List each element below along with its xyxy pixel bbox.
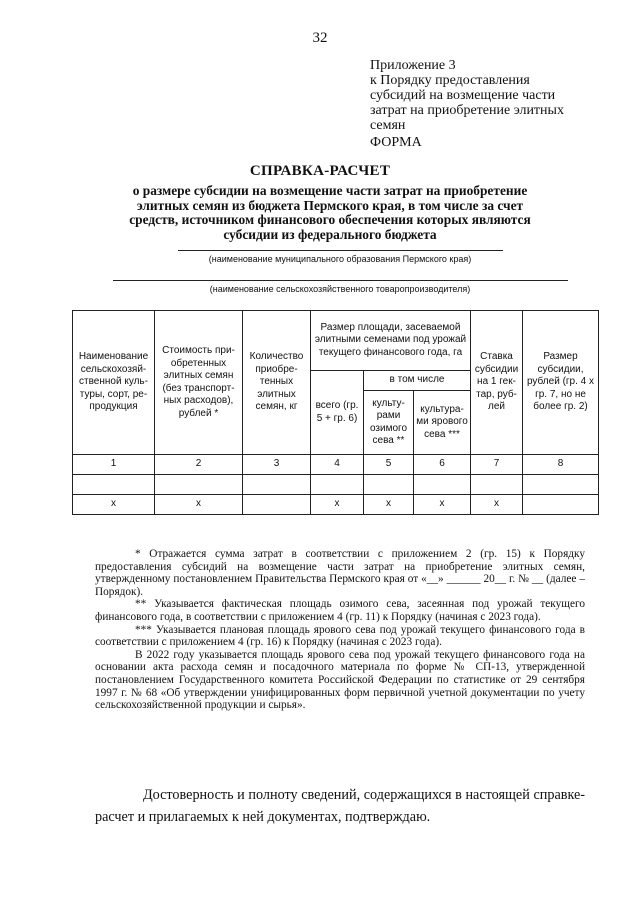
producer-caption: (наименование сельскохозяйственного товаропроизводителя) <box>209 284 471 294</box>
empty-cell <box>414 475 471 495</box>
producer-line <box>113 280 568 281</box>
x-cell: x <box>471 495 523 515</box>
footnotes <box>95 548 585 712</box>
header-subsidy: Размер субсидии, рублей (гр. 4 х гр. 7, но не более гр. 2) <box>523 311 599 455</box>
document-title: СПРАВКА-РАСЧЕТ <box>249 163 391 179</box>
x-cell: x <box>414 495 471 515</box>
header-area-total: всего (гр. 5 + гр. 6) <box>311 371 364 455</box>
header-rate: Ставка субсидии на 1 гек-тар, руб-лей <box>471 311 523 455</box>
x-cell: x <box>364 495 414 515</box>
column-number: 3 <box>243 455 311 475</box>
subtitle-line: средств, источником финансового обеспечения которых являются <box>129 212 531 227</box>
confirmation-text: Достоверность и полноту сведений, содержащихся в настоящей справке-расчет и прилагаемых к ней документах, подтверждаю. <box>95 787 585 825</box>
empty-cell <box>155 475 243 495</box>
column-number: 5 <box>364 455 414 475</box>
header-quantity: Количество приобре-тенных элитных семян, кг <box>243 311 311 455</box>
column-number: 6 <box>414 455 471 475</box>
column-number: 2 <box>155 455 243 475</box>
column-number: 1 <box>73 455 155 475</box>
header-spring-sowing: культура-ми ярового сева *** <box>414 391 471 455</box>
column-number: 4 <box>311 455 364 475</box>
column-number: 8 <box>523 455 599 475</box>
x-cell: x <box>311 495 364 515</box>
subtitle-line: элитных семян из бюджета Пермского края, в том числе за счет <box>136 197 524 213</box>
municipality-line <box>178 250 503 251</box>
footnote-spring: *** Указывается плановая площадь ярового сева под урожай текущего финансового года в соответствии с приложением 4 (гр. 16) к Порядку (начиная с 2023 года). <box>95 623 585 649</box>
x-cell <box>523 495 599 515</box>
appendix-line: Приложение 3 <box>370 58 456 73</box>
appendix-reference <box>370 58 610 133</box>
x-cell: x <box>73 495 155 515</box>
appendix-line: семян <box>370 118 406 133</box>
footnote-winter: ** Указывается фактическая площадь озимого сева, засеянная под урожай текущего финансового года, в соответствии с приложением 4 (гр. 11) к Порядку (начиная с 2023 года). <box>95 598 585 623</box>
subtitle-line: субсидии из федерального бюджета <box>223 226 437 242</box>
page-number: 32 <box>312 30 328 46</box>
form-label: ФОРМА <box>370 135 422 150</box>
footnote-cost: * Отражается сумма затрат в соответствии с приложением 2 (гр. 15) к Порядку предоставления субсидий на возмещение части затрат на приобретение элитных семян, утвержденному постановлением Правительства Пермского края от «__» ______ 20__ г. № __ (далее – Порядок). <box>95 548 585 598</box>
header-including: в том числе <box>364 371 471 391</box>
header-winter-sowing: культу-рами озимого сева ** <box>364 391 414 455</box>
appendix-line: к Порядку предоставления <box>370 73 530 88</box>
column-number: 7 <box>471 455 523 475</box>
appendix-line: затрат на приобретение элитных <box>370 103 564 118</box>
appendix-line: субсидий на возмещение части <box>370 88 556 103</box>
header-culture: Наименование сельскохозяй-ственной куль-туры, сорт, ре-продукция <box>73 311 155 455</box>
header-area-group: Размер площади, засеваемой элитными семенами под урожай текущего финансового года, га <box>311 311 471 371</box>
header-cost: Стоимость при-обретенных элитных семян (без транспорт-ных расходов), рублей * <box>155 311 243 455</box>
empty-cell <box>311 475 364 495</box>
confirmation-statement <box>95 784 585 828</box>
empty-cell <box>471 475 523 495</box>
document-subtitle <box>95 184 565 242</box>
calculation-table <box>72 310 599 515</box>
x-cell <box>243 495 311 515</box>
footnote-2022: В 2022 году указывается площадь ярового сева под урожай текущего финансового года на основании акта расхода семян и посадочного материала по форме № СП-13, утвержденной постановлением Государственного комитета Российской Федерации по статистике от 29 сентября 1997 г. № 68 «Об утверждении унифицированных форм первичной учетной документации по учету сельскохозяйственной продукции и сырья». <box>95 648 585 712</box>
subtitle-line: о размере субсидии на возмещение части затрат на приобретение <box>132 183 528 198</box>
empty-cell <box>364 475 414 495</box>
empty-cell <box>523 475 599 495</box>
empty-cell <box>73 475 155 495</box>
municipality-caption: (наименование муниципального образования Пермского края) <box>208 254 472 264</box>
empty-cell <box>243 475 311 495</box>
x-cell: x <box>155 495 243 515</box>
